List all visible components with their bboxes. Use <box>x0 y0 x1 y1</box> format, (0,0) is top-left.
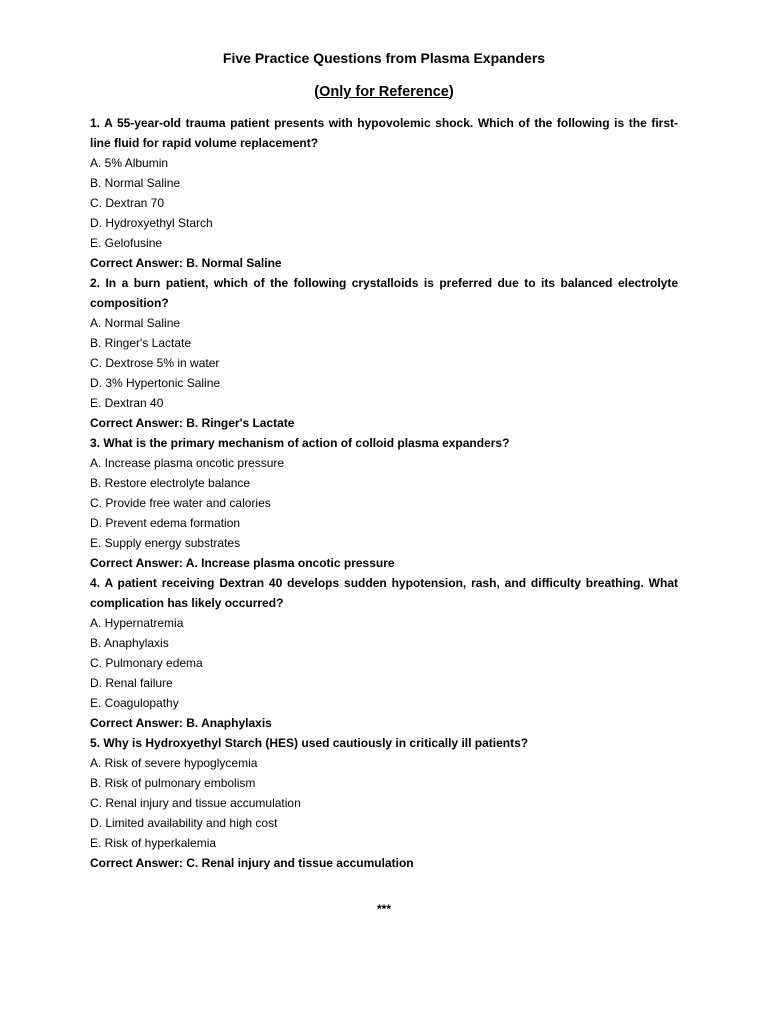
answer-option: A. Hypernatremia <box>90 616 184 630</box>
answer-option: A. Normal Saline <box>90 316 181 330</box>
answer-option: D. Renal failure <box>90 676 173 690</box>
subtitle-open-paren: ( <box>314 84 320 100</box>
correct-answer: Correct Answer: B. Normal Saline <box>90 256 282 270</box>
question-block-4 <box>90 573 678 733</box>
answer-option: C. Dextrose 5% in water <box>90 356 220 370</box>
question-block-3 <box>90 433 678 573</box>
question-block-1 <box>90 113 678 273</box>
answer-option: D. Hydroxyethyl Starch <box>90 216 213 230</box>
question-text: 3. What is the primary mechanism of action of colloid plasma expanders? <box>90 436 510 450</box>
subtitle-text: Only for Reference <box>319 84 449 100</box>
answer-option: C. Pulmonary edema <box>90 656 203 670</box>
correct-answer: Correct Answer: B. Anaphylaxis <box>90 716 272 730</box>
answer-option: E. Coagulopathy <box>90 696 179 710</box>
correct-answer: Correct Answer: B. Ringer's Lactate <box>90 416 295 430</box>
answer-option: E. Dextran 40 <box>90 396 164 410</box>
answer-option: B. Restore electrolyte balance <box>90 476 251 490</box>
subtitle-close-paren: ) <box>448 84 454 100</box>
question-block-2 <box>90 273 678 433</box>
correct-answer: Correct Answer: A. Increase plasma oncotic pressure <box>90 556 395 570</box>
question-text: 4. A patient receiving Dextran 40 develops sudden hypotension, rash, and difficulty breathing. What complication has likely occurred? <box>90 576 678 610</box>
answer-option: A. Increase plasma oncotic pressure <box>90 456 285 470</box>
answer-option: D. Limited availability and high cost <box>90 816 278 830</box>
answer-option: A. Risk of severe hypoglycemia <box>90 756 258 770</box>
correct-answer: Correct Answer: C. Renal injury and tissue accumulation <box>90 856 414 870</box>
answer-option: A. 5% Albumin <box>90 156 169 170</box>
answer-option: E. Gelofusine <box>90 236 163 250</box>
question-text: 2. In a burn patient, which of the following crystalloids is preferred due to its balanced electrolyte composition? <box>90 276 678 310</box>
answer-option: B. Ringer's Lactate <box>90 336 192 350</box>
question-block-5 <box>90 733 678 873</box>
answer-option: C. Dextran 70 <box>90 196 165 210</box>
answer-option: B. Anaphylaxis <box>90 636 169 650</box>
answer-option: E. Risk of hyperkalemia <box>90 836 217 850</box>
answer-option: E. Supply energy substrates <box>90 536 241 550</box>
answer-option: C. Provide free water and calories <box>90 496 271 510</box>
end-separator: *** <box>376 902 391 916</box>
answer-option: B. Risk of pulmonary embolism <box>90 776 256 790</box>
page-title: Five Practice Questions from Plasma Expanders <box>222 50 546 66</box>
answer-option: C. Renal injury and tissue accumulation <box>90 796 301 810</box>
answer-option: B. Normal Saline <box>90 176 181 190</box>
answer-option: D. Prevent edema formation <box>90 516 241 530</box>
question-list <box>90 113 678 873</box>
answer-option: D. 3% Hypertonic Saline <box>90 376 221 390</box>
question-text: 5. Why is Hydroxyethyl Starch (HES) used cautiously in critically ill patients? <box>90 736 529 750</box>
page-subtitle <box>0 83 768 101</box>
question-text: 1. A 55-year-old trauma patient presents with hypovolemic shock. Which of the following is the first-line fluid for rapid volume replacement? <box>90 116 678 150</box>
